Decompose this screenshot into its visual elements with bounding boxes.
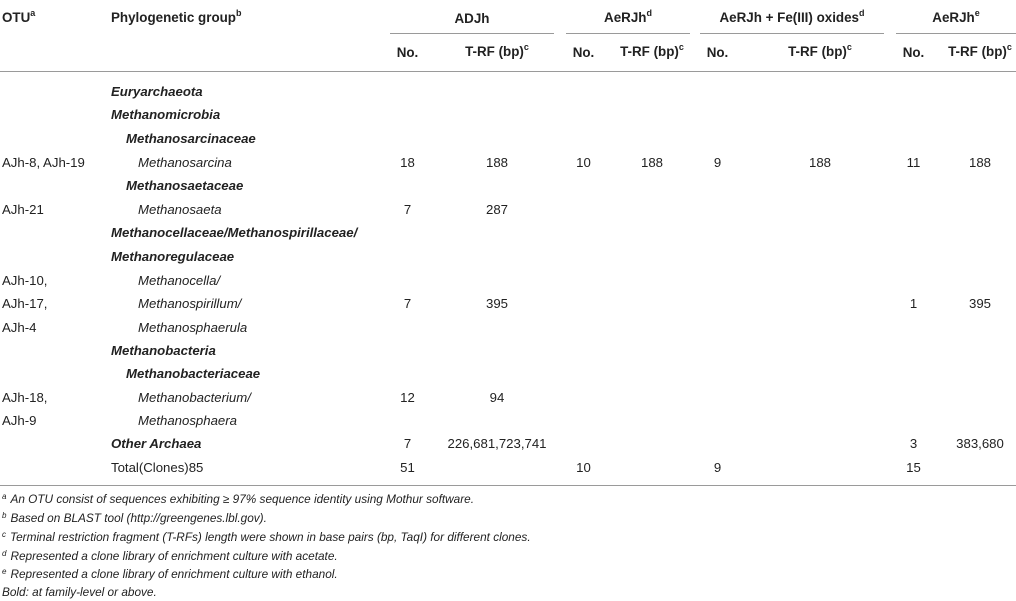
adjh-trf: 94 xyxy=(489,390,505,405)
adjh-trf: 188 xyxy=(485,155,508,170)
adjh-no: 12 xyxy=(400,390,415,405)
adjh-trf: 395 xyxy=(485,296,508,311)
genus-methanospirillum: Methanospirillum/ xyxy=(138,296,242,311)
aerjh-ethanol-no: 1 xyxy=(909,296,918,311)
group-methanobacteriaceae: Methanobacteriaceae xyxy=(126,366,261,381)
footnote-c: $^c$ Terminal restriction fragment (T-RFs) length were shown in base pairs (bp, TaqI) for different clones. xyxy=(2,530,531,544)
aerjh-ethanol-trf: 383,680 xyxy=(956,436,1004,451)
header-aerjh-fe-oxides: AeRJh + Fe(III) oxides$^d$ xyxy=(719,8,865,25)
footnote-bold: Bold: at family-level or above. xyxy=(2,585,157,599)
otu-cell: AJh-10, xyxy=(2,273,48,288)
genus-methanosphaerula: Methanosphaerula xyxy=(138,320,248,335)
aerjh-fe-no: 9 xyxy=(713,155,722,170)
otu-cell: AJh-8, AJh-19 xyxy=(2,155,85,170)
otu-cell: AJh-17, xyxy=(2,296,48,311)
otu-cell: AJh-21 xyxy=(2,202,44,217)
genus-methanobacterium: Methanobacterium/ xyxy=(138,390,251,405)
header-aerjh-ethanol: AeRJh$^e$ xyxy=(932,8,980,25)
aerjh-ethanol-trf: 188 xyxy=(968,155,991,170)
genus-methanosarcina: Methanosarcina xyxy=(138,155,232,170)
adjh-trf: 287 xyxy=(485,202,508,217)
group-euryarchaeota: Euryarchaeota xyxy=(111,84,203,99)
subheader-no: No. xyxy=(572,45,595,60)
header-phylogenetic-group: Phylogenetic group$^b$ xyxy=(111,8,242,25)
otu-cell: AJh-9 xyxy=(2,413,37,428)
header-bottom-rule xyxy=(0,71,1016,72)
table-bottom-rule xyxy=(0,485,1016,486)
footnote-b: $^b$ Based on BLAST tool (http://greengenes.lbl.gov). xyxy=(2,511,267,525)
adjh-no: 7 xyxy=(403,202,412,217)
genus-methanosphaera: Methanosphaera xyxy=(138,413,237,428)
otu-cell: AJh-18, xyxy=(2,390,48,405)
subheader-trf: T-RF (bp)$^c$ xyxy=(465,42,529,59)
group-underline-aerjh-acetate xyxy=(566,33,690,34)
total-clones-label: Total(Clones)85 xyxy=(111,460,204,475)
group-underline-aerjh-fe xyxy=(700,33,884,34)
genus-methanosaeta: Methanosaeta xyxy=(138,202,222,217)
group-other-archaea: Other Archaea xyxy=(111,436,202,451)
adjh-no: 7 xyxy=(403,436,412,451)
subheader-trf: T-RF (bp)$^c$ xyxy=(948,42,1012,59)
group-methanoregulaceae: Methanoregulaceae xyxy=(111,249,235,264)
group-methanobacteria: Methanobacteria xyxy=(111,343,216,358)
header-aerjh-acetate: AeRJh$^d$ xyxy=(604,8,652,25)
group-methanosarcinaceae: Methanosarcinaceae xyxy=(126,131,256,146)
subheader-trf: T-RF (bp)$^c$ xyxy=(788,42,852,59)
genus-methanocella: Methanocella/ xyxy=(138,273,221,288)
aerjh-ethanol-trf: 395 xyxy=(968,296,991,311)
aerjh-acetate-total: 10 xyxy=(576,460,591,475)
group-underline-adjh xyxy=(390,33,554,34)
adjh-no: 18 xyxy=(400,155,415,170)
group-methanocellaceae: Methanocellaceae/Methanospirillaceae/ xyxy=(111,225,358,240)
footnote-d: $^d$ Represented a clone library of enrichment culture with acetate. xyxy=(2,549,338,563)
adjh-trf: 226,681,723,741 xyxy=(447,436,547,451)
group-methanosaetaceae: Methanosaetaceae xyxy=(126,178,244,193)
adjh-no: 7 xyxy=(403,296,412,311)
aerjh-acetate-no: 10 xyxy=(576,155,591,170)
footnote-e: $^e$ Represented a clone library of enrichment culture with ethanol. xyxy=(2,567,338,581)
header-otu: OTU$^a$ xyxy=(2,8,36,25)
subheader-no: No. xyxy=(396,45,419,60)
header-adjh: ADJh xyxy=(454,11,490,26)
aerjh-acetate-trf: 188 xyxy=(640,155,663,170)
subheader-no: No. xyxy=(902,45,925,60)
footnote-a: $^a$ An OTU consist of sequences exhibiting ≥ 97% sequence identity using Mothur software. xyxy=(2,492,474,506)
aerjh-ethanol-no: 3 xyxy=(909,436,918,451)
aerjh-fe-total: 9 xyxy=(713,460,722,475)
subheader-no: No. xyxy=(706,45,729,60)
group-underline-aerjh-ethanol xyxy=(896,33,1016,34)
aerjh-fe-trf: 188 xyxy=(808,155,831,170)
otu-cell: AJh-4 xyxy=(2,320,37,335)
aerjh-ethanol-no: 11 xyxy=(906,155,921,170)
adjh-total: 51 xyxy=(400,460,415,475)
aerjh-ethanol-total: 15 xyxy=(906,460,921,475)
subheader-trf: T-RF (bp)$^c$ xyxy=(620,42,684,59)
group-methanomicrobia: Methanomicrobia xyxy=(111,107,221,122)
